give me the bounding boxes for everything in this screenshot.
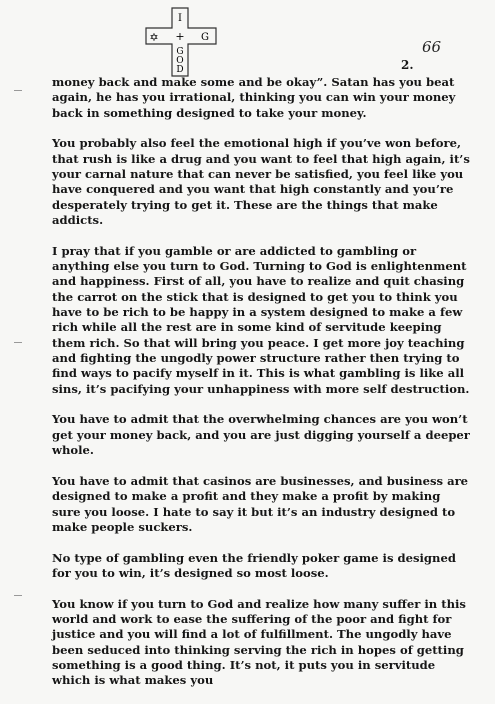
handwritten-page-number: 66	[422, 38, 442, 56]
margin-mark	[14, 342, 22, 343]
paragraph: I pray that if you gamble or are addicted to gambling or anything else you turn to God. Turning to God is enlightenment and happiness. First of all, you have to realize and quit chasing the carrot on the stick that is designed to get you to think you have to be rich to be happy in a system designed to make a few rich while all the rest are in some kind of servitude keeping them rich. So that will bring you peace. I get more joy teaching and fighting the ungodly power structure rather then trying to find ways to pacify myself in it. This is what gambling is like all sins, it’s pacifying your unhappiness with more self destruction.	[52, 243, 470, 396]
cross-letter-lower2: O	[176, 56, 184, 66]
paragraph: You probably also feel the emotional high if you’ve won before, that rush is like a drug and you want to feel that high again, it’s your carnal nature that can never be satisfied, you feel like you have conquered and you want that high constantly and you’re desperately trying to get it. These are the things that make addicts.	[52, 136, 470, 227]
cross-letter-middle: +	[175, 30, 185, 43]
body-text	[52, 75, 472, 704]
page-number: 2.	[401, 58, 414, 72]
cross-emblem	[142, 6, 222, 78]
cross-letter-lower3: D	[176, 65, 184, 75]
star-icon: ✡	[149, 31, 159, 44]
paragraph: You know if you turn to God and realize how many suffer in this world and work to ease the suffering of the poor and fight for justice and you will find a lot of fulfillment. The ungodly have been seduced into thinking serving the rich in hopes of getting something is a good thing. It’s not, it puts you in servitude which is what makes you	[52, 596, 466, 688]
margin-mark	[14, 90, 22, 91]
margin-mark	[14, 595, 22, 596]
paragraph: You have to admit that the overwhelming chances are you won’t get your money back, and you are just digging yourself a deeper whole.	[52, 412, 470, 458]
paragraph: No type of gambling even the friendly poker game is designed for you to win, it’s designed so most loose.	[52, 550, 456, 580]
cross-letter-lower1: G	[176, 47, 184, 57]
cross-letter-right: G	[201, 32, 209, 43]
cross-letter-top: I	[178, 13, 182, 24]
paragraph: You have to admit that casinos are businesses, and business are designed to make a profit and they make a profit by making sure you loose. I hate to say it but it’s an industry designed to make people suckers.	[52, 473, 469, 534]
paragraph: money back and make some and be okay”. Satan has you beat again, he has you irrational, thinking you can win your money back in something designed to take your money.	[52, 75, 456, 120]
